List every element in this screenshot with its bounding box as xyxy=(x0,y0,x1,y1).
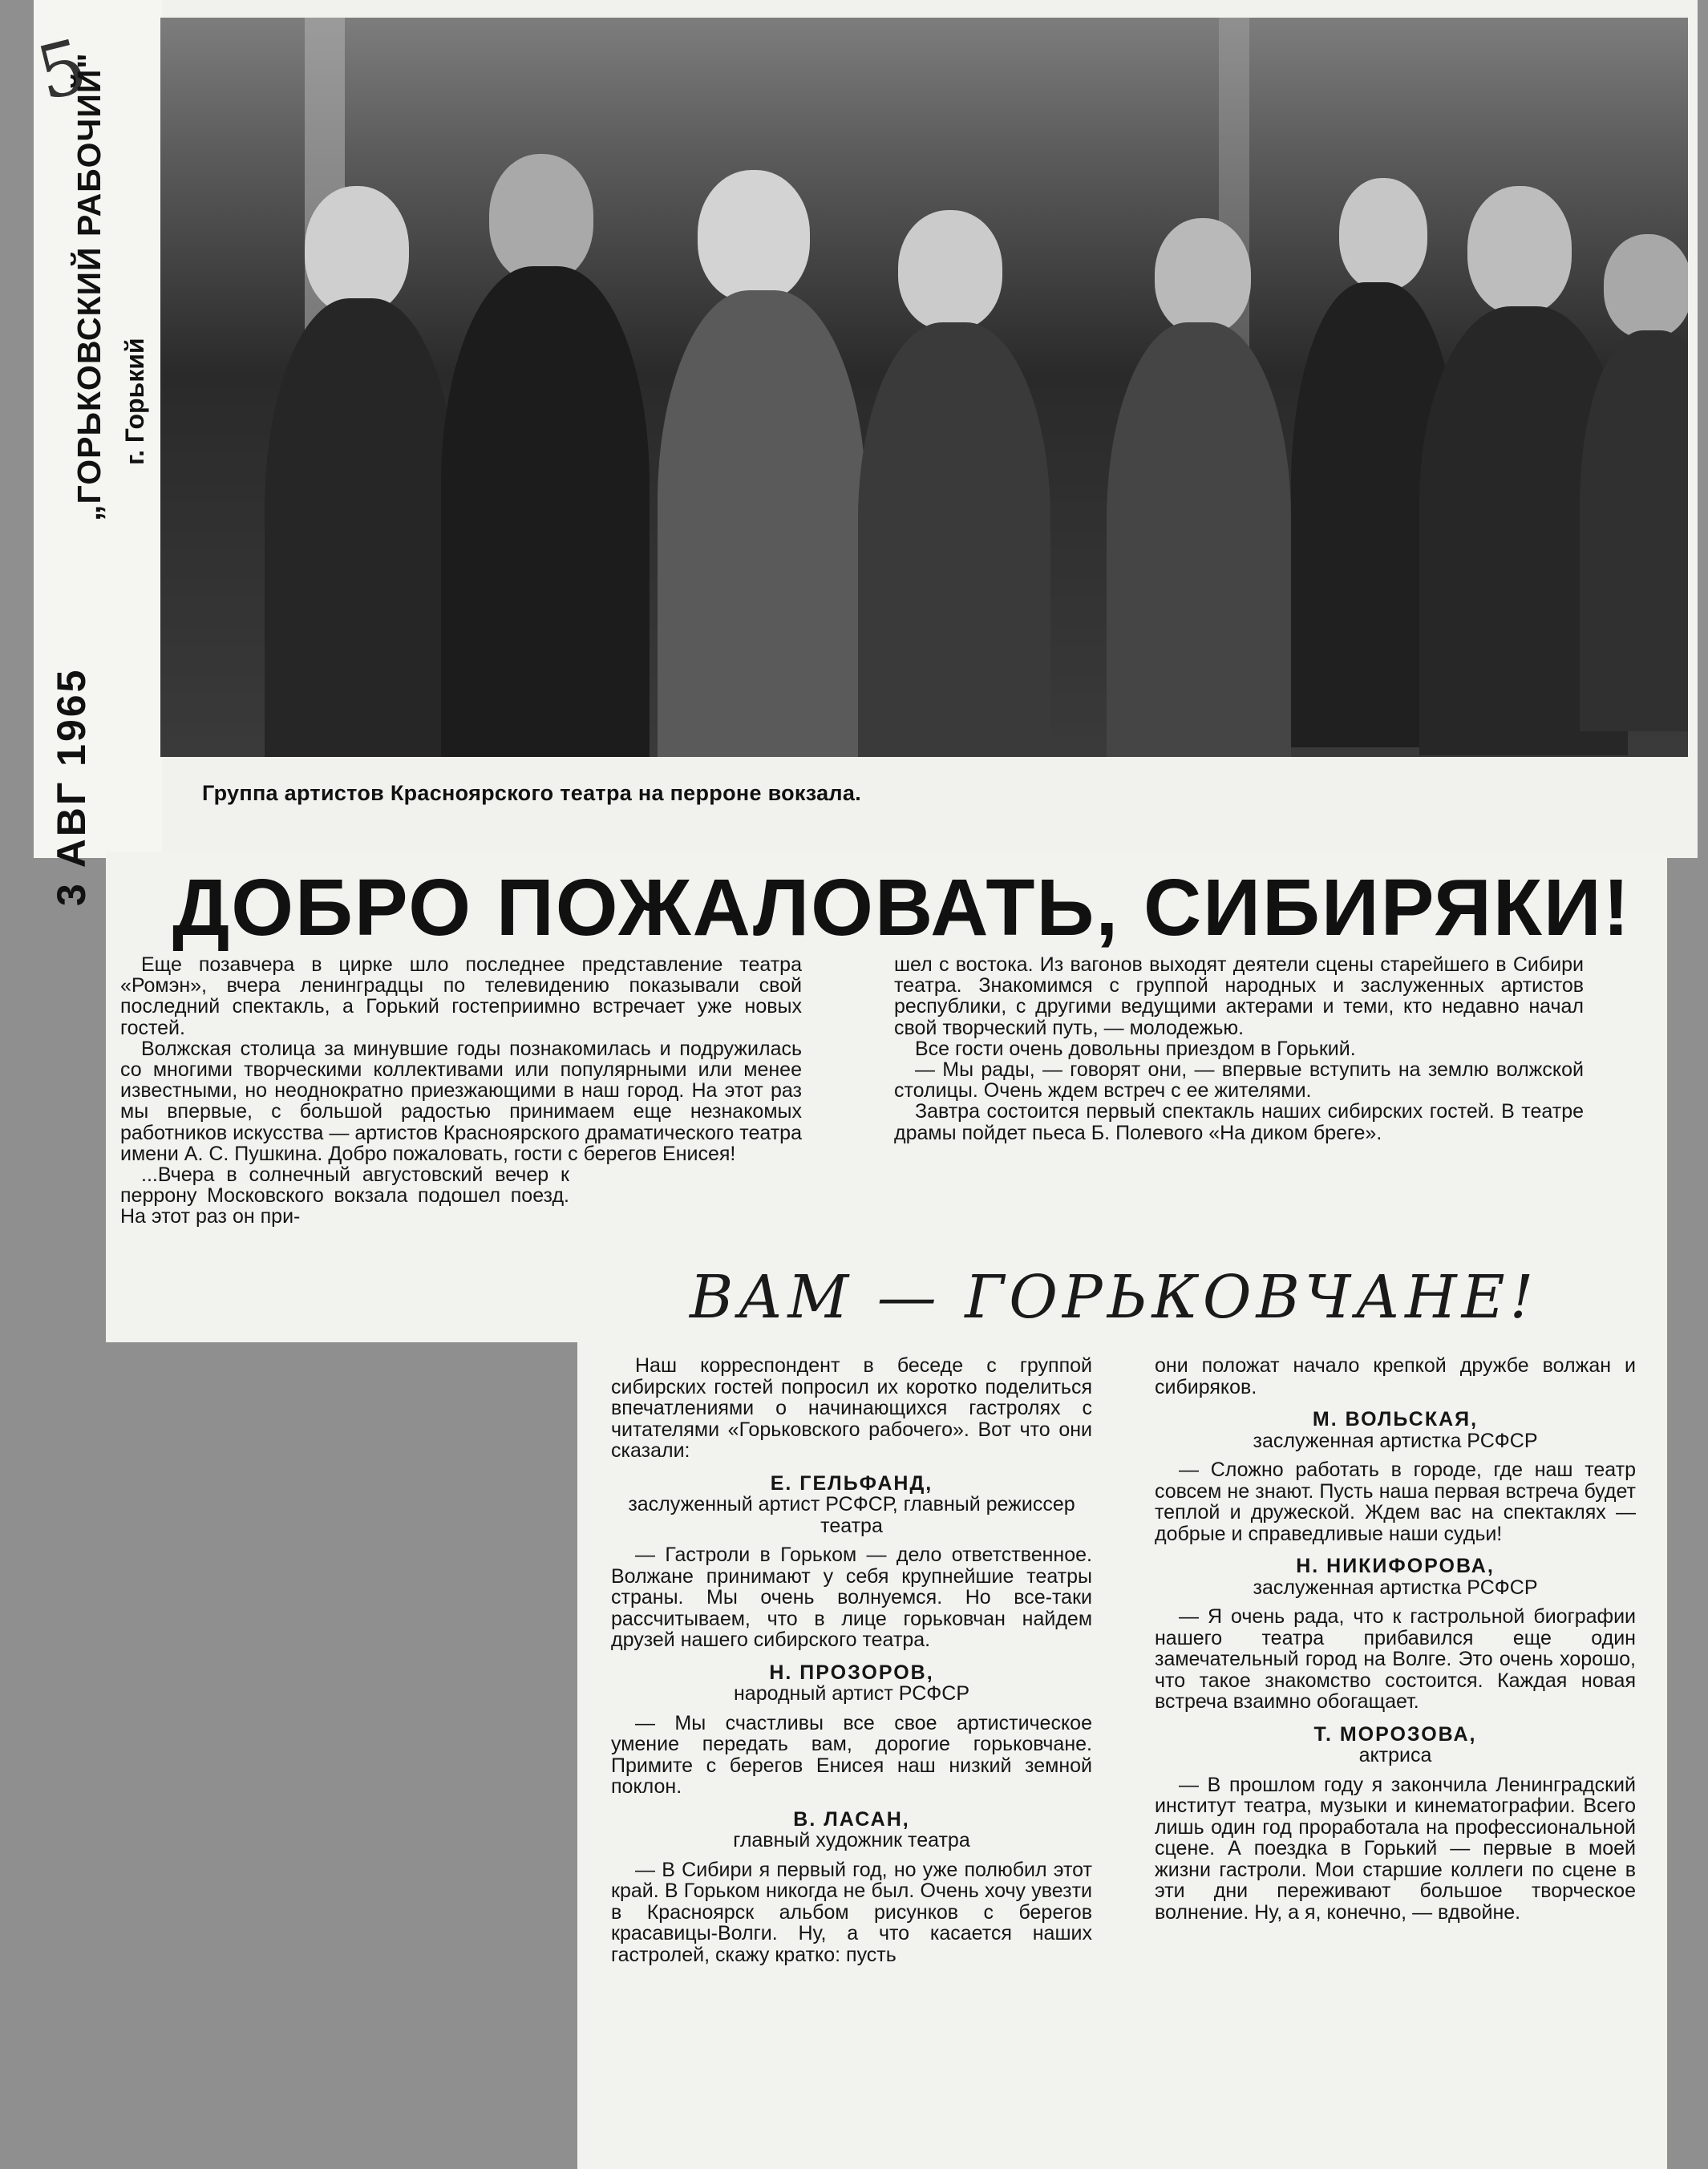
publication-name: „ГОРЬКОВСКИЙ РАБОЧИЙ" xyxy=(71,52,107,521)
paragraph: шел с востока. Из вагонов выходят деятели сцены старейшего в Сибири театра. Знакомимся с группой народных и заслуженных артистов республики, с другими ведущими актерами и теми, кто недавно начал свой творческий путь, — молодежью. xyxy=(894,953,1584,1039)
speaker-quote: — Мы счастливы все свое артистическое умение передать вам, дорогие горьковчане. Примите с берегов Енисея наш низкий земной поклон. xyxy=(611,1711,1092,1798)
speaker-name: Е. ГЕЛЬФАНД, xyxy=(770,1471,933,1495)
group-photo xyxy=(160,18,1688,757)
article-headline: ДОБРО ПОЖАЛОВАТЬ, СИБИРЯКИ! xyxy=(172,863,1632,953)
speaker-signature xyxy=(1155,1409,1636,1451)
paragraph: Еще позавчера в цирке шло последнее представление театра «Ромэн», вчера ленинградцы по телевидению показывали свой последний спектакль, а Горький гостеприимно встречает уже новых гостей. xyxy=(120,953,802,1039)
speaker-name: Т. МОРОЗОВА, xyxy=(1313,1722,1477,1746)
speaker-title: заслуженная артистка РСФСР xyxy=(1253,1429,1538,1452)
speaker-signature xyxy=(1155,1724,1636,1766)
paragraph: Волжская столица за минувшие годы познакомилась и подружилась со многими творческими коллективами или популярными или менее известными, но неоднократно приезжающими в наш город. На этот раз мы впервые, с большой радостью принимаем еще незнакомых работников искусства — артистов Красноярского драматического театра имени А. С. Пушкина. Добро пожаловать, гости с берегов Енисея! xyxy=(120,1037,802,1165)
paragraph: Завтра состоится первый спектакль наших сибирских гостей. В театре драмы пойдет пьеса Б. Полевого «На диком бреге». xyxy=(894,1100,1584,1144)
interview-intro: Наш корреспондент в беседе с группой сибирских гостей попросил их коротко поделиться впечатлениями о начинающихся гастролях с читателями «Горьковского рабочего». Вот что они сказали: xyxy=(611,1354,1092,1462)
speaker-signature xyxy=(611,1809,1092,1851)
publication-city: г. Горький xyxy=(120,338,149,465)
interview-column-2 xyxy=(1155,1355,1636,1926)
speaker-signature xyxy=(1155,1556,1636,1598)
paragraph: ...Вчера в солнечный августовский вечер к перрону Московского вокзала подошел поезд. На этот раз он при- xyxy=(120,1163,569,1228)
publication-date: 3 АВГ 1965 xyxy=(49,667,94,906)
speaker-quote: — В Сибири я первый год, но уже полюбил этот край. В Горьком никогда не был. Очень хочу увезти в Красноярск альбом рисунков с берегов красавицы-Волги. Ну, а что касается наших гастролей, скажу кратко: пусть xyxy=(611,1858,1092,1966)
photo-caption: Группа артистов Красноярского театра на перроне вокзала. xyxy=(202,781,862,805)
speaker-title: актриса xyxy=(1358,1744,1432,1766)
speaker-quote: — В прошлом году я закончила Ленинградский институт театра, музыки и кинематографии. Всего лишь один год проработала на профессиональной сцене. А поездка в Горький — первые в моей жизни гастроли. Мои старшие коллеги по сцене в эти дни переживают большое творческое волнение. Ну, а я, конечно, — вдвойне. xyxy=(1155,1773,1636,1924)
speaker-name: М. ВОЛЬСКАЯ, xyxy=(1312,1408,1479,1430)
interview-column-1 xyxy=(611,1355,1092,1969)
speaker-title: народный артист РСФСР xyxy=(734,1682,969,1705)
speaker-quote: — Сложно работать в городе, где наш театр совсем не знают. Пусть наша первая встреча будет теплой и дружеской. Ждем вас на спектаклях — добрые и справедливые наши судьи! xyxy=(1155,1459,1636,1545)
speaker-title: заслуженная артистка РСФСР xyxy=(1253,1576,1538,1599)
paragraph: они положат начало крепкой дружбе волжан и сибиряков. xyxy=(1155,1354,1636,1398)
speaker-name: Н. НИКИФОРОВА, xyxy=(1296,1555,1495,1577)
speaker-quote: — Я очень рада, что к гастрольной биографии нашего театра прибавился еще один замечательный город на Волге. Это очень хорошо, что такое знакомство состоится. Каждая новая встреча взаимно обогащает. xyxy=(1155,1605,1636,1713)
interview-subheading: ВАМ — ГОРЬКОВЧАНЕ! xyxy=(690,1263,1539,1332)
handwritten-number: 5 xyxy=(28,22,95,118)
speaker-quote: — Гастроли в Горьком — дело ответственное. Волжане принимают у себя крупнейшие театры страны. Мы очень волнуемся. Но все-таки рассчитываем, что в лице горьковчан найдем друзей нашего сибирского театра. xyxy=(611,1544,1092,1651)
paragraph: — Мы рады, — говорят они, — впервые вступить на землю волжской столицы. Очень ждем встреч с ее жителями. xyxy=(894,1058,1584,1103)
speaker-name: В. ЛАСАН, xyxy=(793,1807,910,1831)
paragraph: Все гости очень довольны приездом в Горький. xyxy=(915,1037,1356,1060)
lede-column-left xyxy=(120,954,802,1228)
speaker-title: заслуженный артист РСФСР, главный режиссер театра xyxy=(628,1493,1075,1537)
speaker-title: главный художник театра xyxy=(733,1829,970,1851)
speaker-signature xyxy=(611,1662,1092,1705)
lede-column-right xyxy=(894,954,1584,1143)
speaker-signature xyxy=(611,1473,1092,1537)
speaker-name: Н. ПРОЗОРОВ, xyxy=(769,1661,934,1684)
